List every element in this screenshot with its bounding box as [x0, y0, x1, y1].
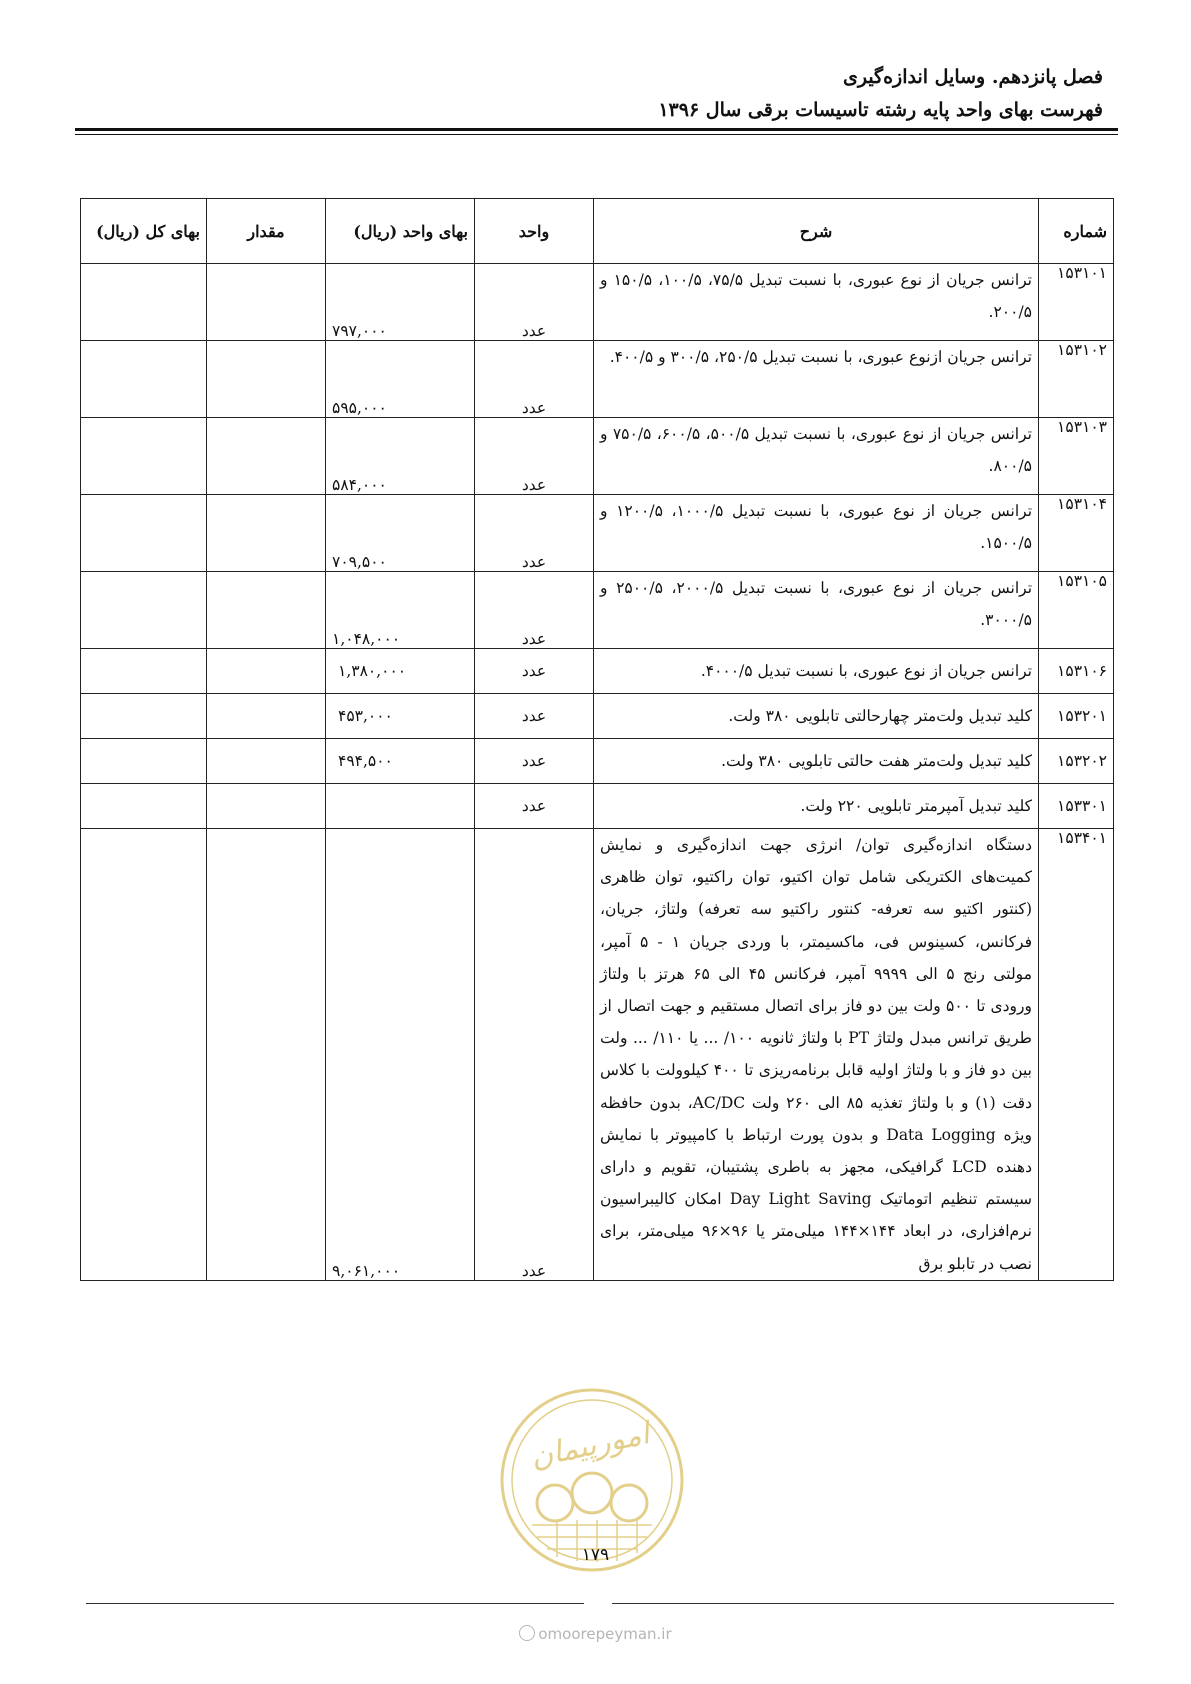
item-unit: عدد: [475, 829, 594, 1281]
header-rule-thin: [75, 134, 1118, 135]
item-unit: عدد: [475, 739, 594, 784]
item-quantity: [207, 829, 326, 1281]
item-unit-price: ۷۹۷,۰۰۰: [326, 264, 475, 341]
page-number: ۱۷۹: [581, 1545, 610, 1565]
table-row: [81, 572, 1114, 649]
table-row: [81, 829, 1114, 1281]
item-total-price: [81, 784, 207, 829]
item-quantity: [207, 694, 326, 739]
column-header-unit: واحد: [475, 199, 594, 264]
table-row: [81, 495, 1114, 572]
item-total-price: [81, 341, 207, 418]
item-total-price: [81, 572, 207, 649]
table-row: [81, 694, 1114, 739]
item-number: ۱۵۳۱۰۱: [1039, 264, 1114, 341]
item-unit-price: ۵۹۵,۰۰۰: [326, 341, 475, 418]
item-quantity: [207, 495, 326, 572]
item-unit: عدد: [475, 572, 594, 649]
item-number: ۱۵۳۲۰۱: [1039, 694, 1114, 739]
item-quantity: [207, 264, 326, 341]
table-row: [81, 341, 1114, 418]
table-row: [81, 739, 1114, 784]
item-description: دستگاه اندازه‌گیری توان/ انرژی جهت اندازه‌گیری و نمایش کمیت‌های الکتریکی شامل توان اکتیو، توان راکتیو، توان ظاهری (کنتور اکتیو سه تعرفه- کنتور راکتیو سه تعرفه) ولتاژ، جریان، فرکانس، کسینوس فی، ماکسیمتر، با وردی جریان ۱ - ۵ آمپر، مولتی رنج ۵ الی ۹۹۹۹ آمپر، فرکانس ۴۵ الی ۶۵ هرتز با ولتاژ ورودی تا ۵۰۰ ولت بین دو فاز برای اتصال مستقیم و جهت اتصال از طریق ترانس مبدل ولتاژ PT با ولتاژ ثانویه ۱۰۰/ ... یا ۱۱۰/ ... ولت بین دو فاز و با ولتاژ اولیه قابل برنامه‌ریزی تا ۴۰۰ کیلوولت با کلاس دقت (۱) و با ولتاژ تغذیه ۸۵ الی ۲۶۰ ولت AC/DC، بدون حافظه ویژه Data Logging و بدون پورت ارتباط با کامپیوتر با نمایش دهنده LCD گرافیکی، مجهز به باطری پشتیبان، تقویم و دارای سیستم تنظیم اتوماتیک Day Light Saving امکان کالیبراسیون نرم‌افزاری، در ابعاد ۱۴۴×۱۴۴ میلی‌متر یا ۹۶×۹۶ میلی‌متر، برای نصب در تابلو برق: [594, 829, 1039, 1281]
footer-credit: [0, 1625, 1191, 1643]
table-header-row: [81, 199, 1114, 264]
column-header-number: شماره: [1039, 199, 1114, 264]
item-number: ۱۵۳۳۰۱: [1039, 784, 1114, 829]
footer-rule-right: [612, 1603, 1114, 1604]
table-row: [81, 418, 1114, 495]
item-total-price: [81, 264, 207, 341]
item-unit-price: ۱,۰۴۸,۰۰۰: [326, 572, 475, 649]
item-quantity: [207, 572, 326, 649]
item-quantity: [207, 418, 326, 495]
item-description: کلید تبدیل آمپرمتر تابلویی ۲۲۰ ولت.: [594, 784, 1039, 829]
item-unit: عدد: [475, 784, 594, 829]
item-unit-price: ۷۰۹,۵۰۰: [326, 495, 475, 572]
item-unit: عدد: [475, 495, 594, 572]
item-total-price: [81, 739, 207, 784]
item-quantity: [207, 784, 326, 829]
column-header-unit-price: بهای واحد (ریال): [326, 199, 475, 264]
item-number: ۱۵۳۱۰۶: [1039, 649, 1114, 694]
table-row: [81, 649, 1114, 694]
chapter-title: فصل پانزدهم. وسایل اندازه‌گیری: [842, 66, 1103, 88]
item-description: ترانس جریان از نوع عبوری، با نسبت تبدیل ۴۰۰۰/۵.: [594, 649, 1039, 694]
item-unit-price: [326, 784, 475, 829]
item-unit-price: ۱,۳۸۰,۰۰۰: [326, 649, 475, 694]
item-total-price: [81, 694, 207, 739]
item-unit: عدد: [475, 694, 594, 739]
footer-rule-left: [86, 1603, 584, 1604]
document-subtitle: فهرست بهای واحد پایه رشته تاسیسات برقی سال ۱۳۹۶: [658, 99, 1103, 121]
item-quantity: [207, 739, 326, 784]
item-number: ۱۵۳۱۰۲: [1039, 341, 1114, 418]
item-number: ۱۵۳۱۰۴: [1039, 495, 1114, 572]
item-unit-price: ۵۸۴,۰۰۰: [326, 418, 475, 495]
item-number: ۱۵۳۲۰۲: [1039, 739, 1114, 784]
item-number: ۱۵۳۴۰۱: [1039, 829, 1114, 1281]
item-unit-price: ۴۹۴,۵۰۰: [326, 739, 475, 784]
at-sign-icon: [519, 1625, 535, 1641]
item-total-price: [81, 829, 207, 1281]
table-row: [81, 784, 1114, 829]
item-description: ترانس جریان از نوع عبوری، با نسبت تبدیل ۵۰۰/۵، ۶۰۰/۵، ۷۵۰/۵ و ۸۰۰/۵.: [594, 418, 1039, 495]
item-total-price: [81, 649, 207, 694]
header-rule-thick: [75, 128, 1118, 131]
column-header-quantity: مقدار: [207, 199, 326, 264]
item-number: ۱۵۳۱۰۳: [1039, 418, 1114, 495]
item-quantity: [207, 341, 326, 418]
item-quantity: [207, 649, 326, 694]
item-unit-price: ۴۵۳,۰۰۰: [326, 694, 475, 739]
footer-credit-text: omoorepeyman.ir: [538, 1625, 672, 1643]
table-row: [81, 264, 1114, 341]
item-description: ترانس جریان از نوع عبوری، با نسبت تبدیل ۲۰۰۰/۵، ۲۵۰۰/۵ و ۳۰۰۰/۵.: [594, 572, 1039, 649]
page-header: [658, 60, 1103, 126]
item-unit: عدد: [475, 649, 594, 694]
column-header-description: شرح: [594, 199, 1039, 264]
item-total-price: [81, 418, 207, 495]
item-number: ۱۵۳۱۰۵: [1039, 572, 1114, 649]
item-unit: عدد: [475, 341, 594, 418]
item-description: کلید تبدیل ولت‌متر هفت حالتی تابلویی ۳۸۰ ولت.: [594, 739, 1039, 784]
column-header-total-price: بهای کل (ریال): [81, 199, 207, 264]
item-unit: عدد: [475, 264, 594, 341]
item-description: ترانس جریان از نوع عبوری، با نسبت تبدیل ۷۵/۵، ۱۰۰/۵، ۱۵۰/۵ و ۲۰۰/۵.: [594, 264, 1039, 341]
svg-text:امورپیمان: امورپیمان: [527, 1416, 653, 1476]
item-unit: عدد: [475, 418, 594, 495]
item-unit-price: ۹,۰۶۱,۰۰۰: [326, 829, 475, 1281]
item-description: ترانس جریان از نوع عبوری، با نسبت تبدیل ۱۰۰۰/۵، ۱۲۰۰/۵ و ۱۵۰۰/۵.: [594, 495, 1039, 572]
item-description: ترانس جریان ازنوع عبوری، با نسبت تبدیل ۲۵۰/۵، ۳۰۰/۵ و ۴۰۰/۵.: [594, 341, 1039, 418]
item-description: کلید تبدیل ولت‌متر چهارحالتی تابلویی ۳۸۰ ولت.: [594, 694, 1039, 739]
price-list-table: [80, 198, 1114, 1281]
item-total-price: [81, 495, 207, 572]
